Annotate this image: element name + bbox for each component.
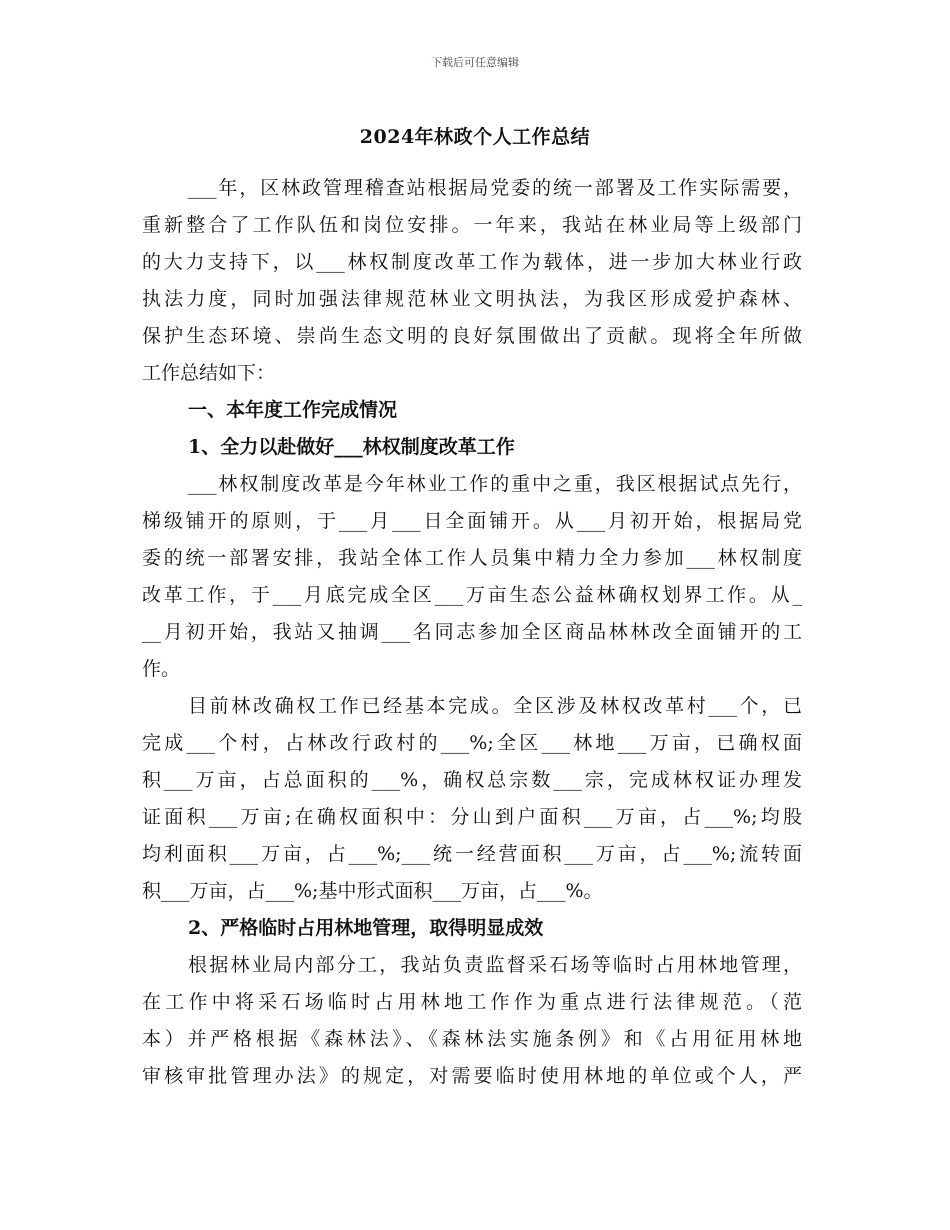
section-heading: 一、本年度工作完成情况 (188, 399, 398, 421)
paragraph-line: __月初开始，我站又抽调___名同志参加全区商品林林改全面铺开的工 (142, 621, 802, 643)
document-title: 2024年林政个人工作总结 (359, 126, 591, 148)
paragraph-line: 重新整合了工作队伍和岗位安排。一年来，我站在林业局等上级部门 (142, 214, 802, 236)
subsection-heading: 2、严格临时占用林地管理，取得明显成效 (188, 917, 544, 939)
paragraph-line: 本）并严格根据《森林法》、《森林法实施条例》和《占用征用林地 (142, 1028, 802, 1050)
paragraph-line: 均利面积___万亩，占___%;___统一经营面积___万亩，占___%;流转面 (142, 843, 802, 865)
page-header-note: 下载后可任意编辑 (431, 56, 519, 69)
paragraph-line: 根据林业局内部分工，我站负责监督采石场等临时占用林地管理， (188, 954, 802, 976)
paragraph-line: ___年，区林政管理稽查站根据局党委的统一部署及工作实际需要， (188, 177, 802, 199)
subsection-heading: 1、全力以赴做好___林权制度改革工作 (188, 436, 515, 458)
paragraph-line: 完成___个村，占林改行政村的___%;全区___林地___万亩，已确权面 (142, 732, 802, 754)
paragraph-line: 梯级铺开的原则，于___月___日全面铺开。从___月初开始，根据局党 (142, 510, 802, 532)
paragraph-line: 作。 (142, 658, 181, 680)
paragraph-line: 改革工作，于___月底完成全区___万亩生态公益林确权划界工作。从_ (142, 584, 802, 606)
paragraph-line: 审核审批管理办法》的规定，对需要临时使用林地的单位或个人，严 (142, 1065, 802, 1087)
paragraph-line: 积___万亩，占总面积的___%，确权总宗数___宗，完成林权证办理发 (142, 769, 802, 791)
paragraph-line: 证面积___万亩;在确权面积中：分山到户面积___万亩，占___%;均股 (142, 806, 802, 828)
paragraph-line: 积___万亩，占___%;基中形式面积___万亩，占___%。 (142, 880, 603, 902)
paragraph-line: 目前林改确权工作已经基本完成。全区涉及林权改革村___个，已 (188, 695, 802, 717)
document-body (142, 170, 802, 1095)
paragraph-line: 委的统一部署安排，我站全体工作人员集中精力全力参加___林权制度 (142, 547, 802, 569)
paragraph-line: 保护生态环境、崇尚生态文明的良好氛围做出了贡献。现将全年所做 (142, 325, 802, 347)
paragraph-line: ___林权制度改革是今年林业工作的重中之重，我区根据试点先行， (188, 473, 802, 495)
paragraph-line: 的大力支持下，以___林权制度改革工作为载体，进一步加大林业行政 (142, 251, 802, 273)
paragraph-line: 在工作中将采石场临时占用林地工作作为重点进行法律规范。（范 (142, 991, 802, 1013)
paragraph-line: 工作总结如下： (142, 362, 276, 384)
paragraph-line: 执法力度，同时加强法律规范林业文明执法，为我区形成爱护森林、 (142, 288, 802, 310)
